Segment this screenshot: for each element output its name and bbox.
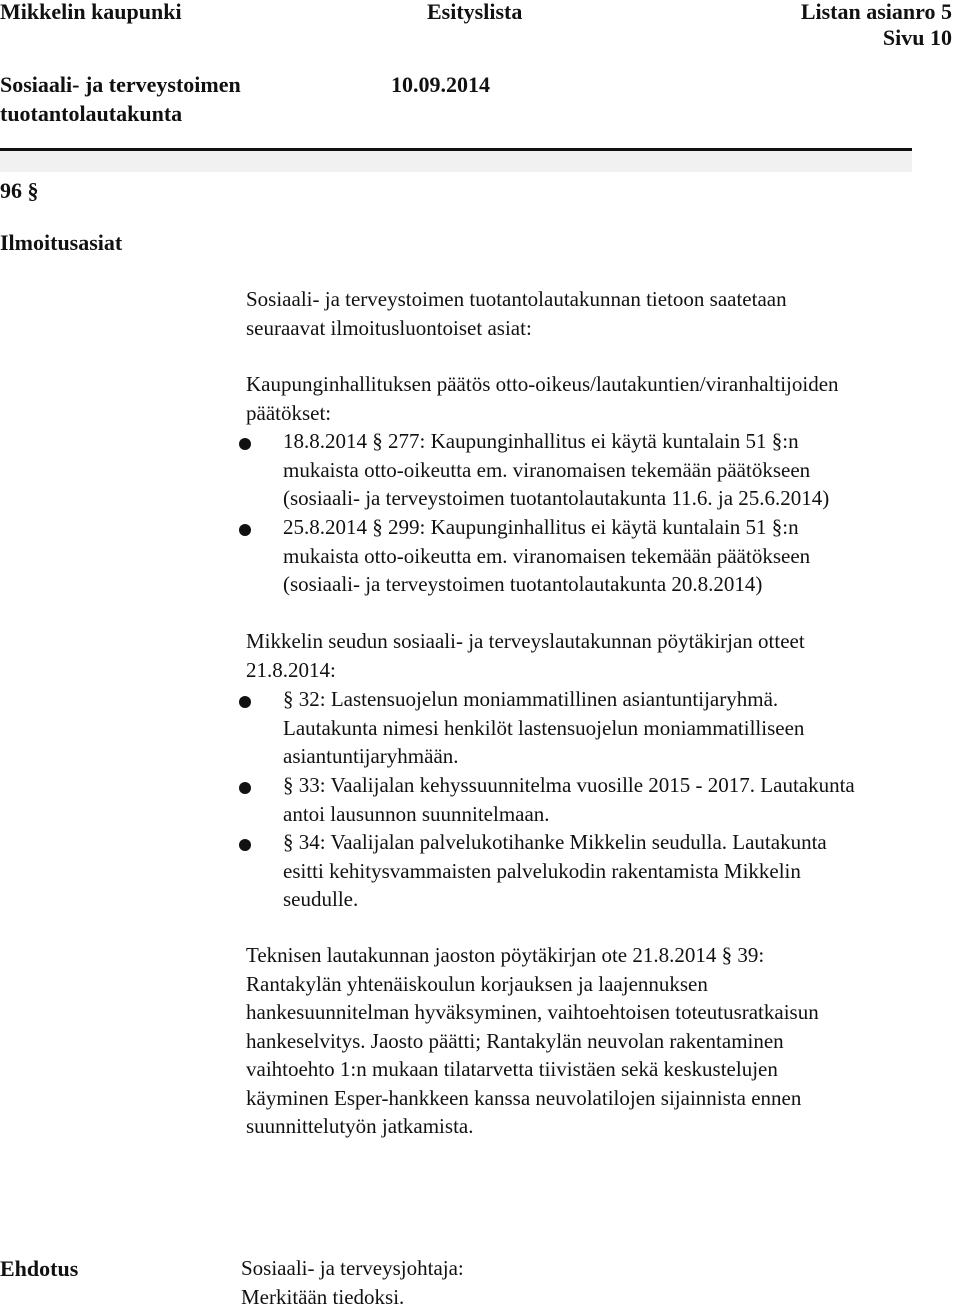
proposal-text: Merkitään tiedoksi. xyxy=(241,1285,405,1309)
bullet-icon xyxy=(239,839,251,851)
bullet-icon xyxy=(239,782,251,794)
item-title: Ilmoitusasiat xyxy=(0,230,123,255)
list-item-line: (sosiaali- ja terveystoimen tuotantolautakunta 20.8.2014) xyxy=(283,572,763,596)
header-rule-shade xyxy=(0,150,912,172)
header-doc-type: Esityslista xyxy=(427,0,523,24)
header-org: Mikkelin kaupunki xyxy=(0,0,182,24)
group2-heading xyxy=(246,627,936,684)
list-item-line: mukaista otto-oikeutta em. viranomaisen tekemään päätökseen xyxy=(283,543,811,568)
group3-line: hankesuunnitelman hyväksyminen, vaihtoehtoisen toteutusratkaisun xyxy=(246,1000,819,1024)
list-item-line: asiantuntijaryhmään. xyxy=(283,744,459,768)
bullet-icon xyxy=(239,438,251,450)
group1-heading xyxy=(246,370,936,427)
group3-line: vaihtoehto 1:n mukaan tilatarvetta tiivistäen sekä keskustelujen xyxy=(246,1057,778,1081)
list-item-line: Lautakunta nimesi henkilöt lastensuojelun moniammatilliseen xyxy=(283,715,805,740)
header-board-line1: Sosiaali- ja terveystoimen xyxy=(0,72,241,97)
list-item-line: antoi lausunnon suunnitelmaan. xyxy=(283,801,550,826)
intro-line: seuraavat ilmoitusluontoiset asiat: xyxy=(246,315,532,340)
intro-paragraph xyxy=(246,285,936,342)
list-item-line: (sosiaali- ja terveystoimen tuotantolautakunta 11.6. ja 25.6.2014) xyxy=(283,486,830,510)
group2-list-item xyxy=(283,771,923,828)
bullet-icon xyxy=(239,696,251,708)
list-item-line: mukaista otto-oikeutta em. viranomaisen tekemään päätökseen xyxy=(283,457,811,482)
header-date: 10.09.2014 xyxy=(391,72,490,97)
group2-heading-line: 21.8.2014: xyxy=(246,657,336,682)
list-item-line: seudulle. xyxy=(283,887,359,911)
group3-line: suunnittelutyön jatkamista. xyxy=(246,1114,474,1138)
group3-line: Teknisen lautakunnan jaoston pöytäkirjan ote 21.8.2014 § 39: xyxy=(246,943,765,967)
list-item-line: § 33: Vaalijalan kehyssuunnitelma vuosille 2015 - 2017. Lautakunta xyxy=(283,773,855,797)
group1-heading-line: Kaupunginhallituksen päätös otto-oikeus/lautakuntien/viranhaltijoiden xyxy=(246,372,839,396)
group3-line: hankeselvitys. Jaosto päätti; Rantakylän neuvolan rakentaminen xyxy=(246,1028,784,1053)
header-rule xyxy=(0,148,912,151)
item-section: 96 § xyxy=(0,178,39,203)
group1-list-item xyxy=(283,513,923,599)
group3-line: käyminen Esper-hankkeen kanssa neuvolatilojen sijainnista ennen xyxy=(246,1085,802,1110)
group2-heading-line: Mikkelin seudun sosiaali- ja terveyslautakunnan pöytäkirjan otteet xyxy=(246,629,805,653)
header-list-item: Listan asianro 5 xyxy=(800,0,952,24)
bullet-icon xyxy=(239,524,251,536)
group1-list-item xyxy=(283,427,923,513)
group2-list-item xyxy=(283,828,923,914)
list-item-line: 25.8.2014 § 299: Kaupunginhallitus ei käytä kuntalain 51 §:n xyxy=(283,515,799,539)
header-board-line2: tuotantolautakunta xyxy=(0,101,183,126)
proposal-proposer: Sosiaali- ja terveysjohtaja: xyxy=(241,1256,464,1280)
group3-line: Rantakylän yhtenäiskoulun korjauksen ja laajennuksen xyxy=(246,971,708,996)
group1-heading-line: päätökset: xyxy=(246,400,332,425)
list-item-line: § 34: Vaalijalan palvelukotihanke Mikkelin seudulla. Lautakunta xyxy=(283,830,827,854)
group3-paragraph xyxy=(246,941,936,1141)
list-item-line: § 32: Lastensuojelun moniammatillinen asiantuntijaryhmä. xyxy=(283,687,779,711)
header-page: Sivu 10 xyxy=(882,25,952,50)
list-item-line: 18.8.2014 § 277: Kaupunginhallitus ei käytä kuntalain 51 §:n xyxy=(283,429,799,453)
intro-line: Sosiaali- ja terveystoimen tuotantolautakunnan tietoon saatetaan xyxy=(246,287,787,311)
group2-list-item xyxy=(283,685,923,771)
proposal-label: Ehdotus xyxy=(0,1256,79,1281)
list-item-line: esitti kehitysvammaisten palvelukodin rakentamista Mikkelin xyxy=(283,858,801,883)
